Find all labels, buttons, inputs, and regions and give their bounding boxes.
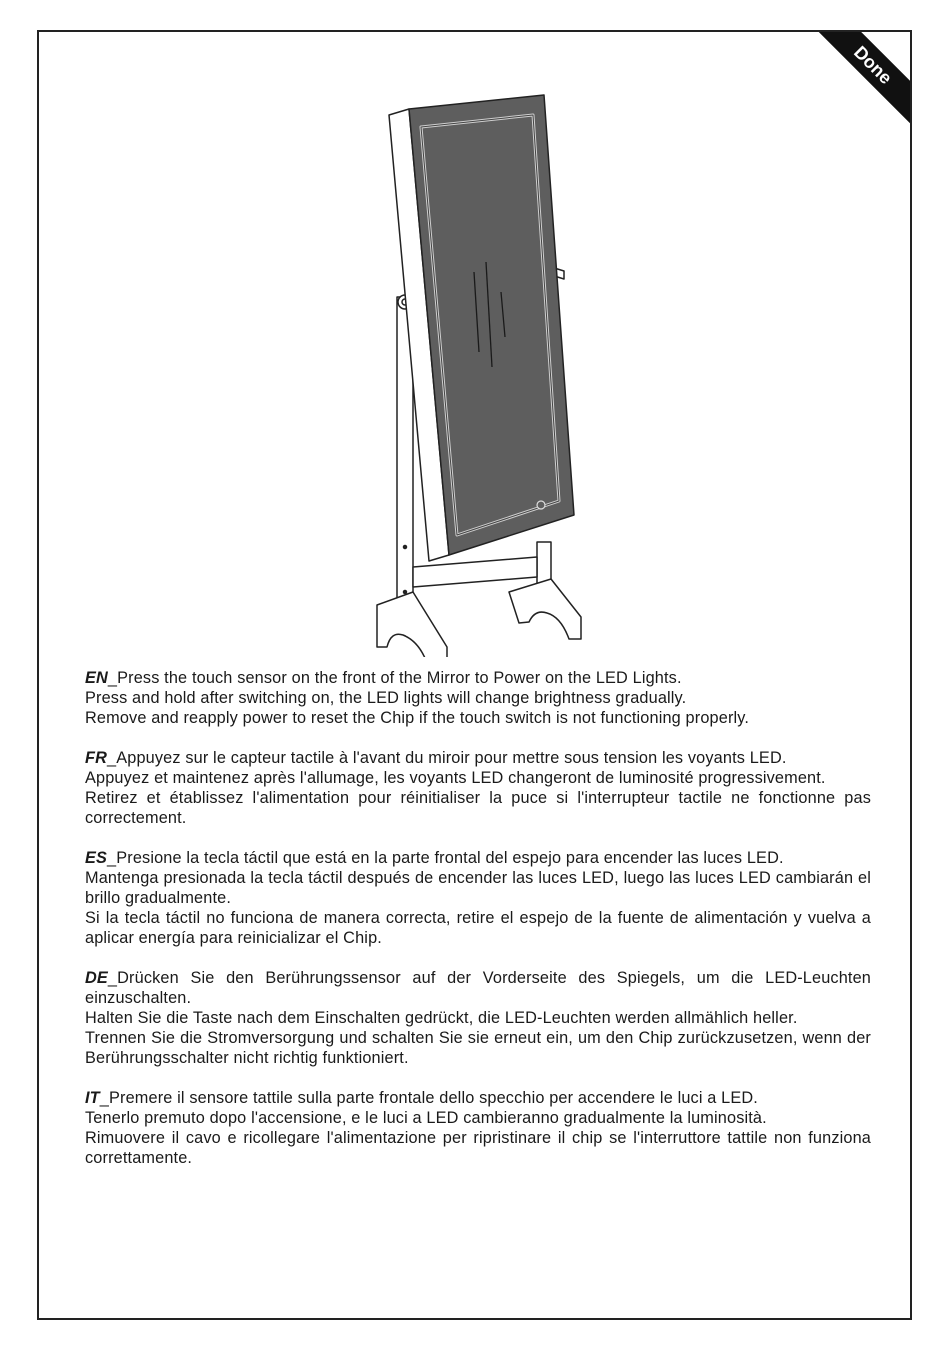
section-it xyxy=(85,1088,871,1168)
instruction-line: Press and hold after switching on, the LED lights will change brightness gradually. xyxy=(85,689,687,707)
instruction-line: Remove and reapply power to reset the Chip if the touch switch is not functioning properly. xyxy=(85,709,750,727)
instructions xyxy=(85,668,871,1188)
instruction-line: EN_Press the touch sensor on the front of the Mirror to Power on the LED Lights. xyxy=(85,669,682,687)
mirror-illustration xyxy=(369,57,589,657)
instruction-line: Si la tecla táctil no funciona de manera correcta, retire el espejo de la fuente de alimentación y vuelva a aplicar energía para reinicializar el Chip. xyxy=(85,909,871,947)
language-code: EN xyxy=(85,669,108,687)
left-foot xyxy=(377,592,447,657)
language-code: IT xyxy=(85,1089,100,1107)
section-en xyxy=(85,668,871,728)
instruction-line: ES_Presione la tecla táctil que está en la parte frontal del espejo para encender las luces LED. xyxy=(85,849,784,867)
instruction-line: Appuyez et maintenez après l'allumage, les voyants LED changeront de luminosité progressivement. xyxy=(85,769,826,787)
instruction-line: Halten Sie die Taste nach dem Einschalten gedrückt, die LED-Leuchten werden allmählich heller. xyxy=(85,1009,798,1027)
language-code: DE xyxy=(85,969,108,987)
section-es xyxy=(85,848,871,948)
touch-sensor xyxy=(537,501,545,509)
instruction-line: Tenerlo premuto dopo l'accensione, e le luci a LED cambieranno gradualmente la luminosità. xyxy=(85,1109,767,1127)
language-code: ES xyxy=(85,849,108,867)
instruction-line: IT_Premere il sensore tattile sulla parte frontale dello specchio per accendere le luci a LED. xyxy=(85,1089,758,1107)
instruction-line: Mantenga presionada la tecla táctil después de encender las luces LED, luego las luces LED cambiarán el brillo gradualmente. xyxy=(85,869,871,907)
section-de xyxy=(85,968,871,1068)
crossbar xyxy=(413,557,537,587)
instruction-line: FR_Appuyez sur le capteur tactile à l'avant du miroir pour mettre sous tension les voyants LED. xyxy=(85,749,787,767)
done-corner-badge xyxy=(800,32,910,142)
instruction-line: Trennen Sie die Stromversorgung und schalten Sie sie erneut ein, um den Chip zurückzusetzen, wenn der Berührungsschalter nicht richtig funktioniert. xyxy=(85,1029,871,1067)
instruction-line: DE_Drücken Sie den Berührungssensor auf der Vorderseite des Spiegels, um die LED-Leuchten einzuschalten. xyxy=(85,969,871,1007)
done-label: Done xyxy=(802,32,910,136)
right-foot xyxy=(509,579,581,639)
page-frame xyxy=(37,30,912,1320)
language-code: FR xyxy=(85,749,108,767)
instruction-line: Retirez et établissez l'alimentation pour réinitialiser la puce si l'interrupteur tactile ne fonctionne pas correctement. xyxy=(85,789,871,827)
instruction-line: Rimuovere il cavo e ricollegare l'alimentazione per ripristinare il chip se l'interruttore tattile non funziona correttamente. xyxy=(85,1129,871,1167)
section-fr xyxy=(85,748,871,828)
